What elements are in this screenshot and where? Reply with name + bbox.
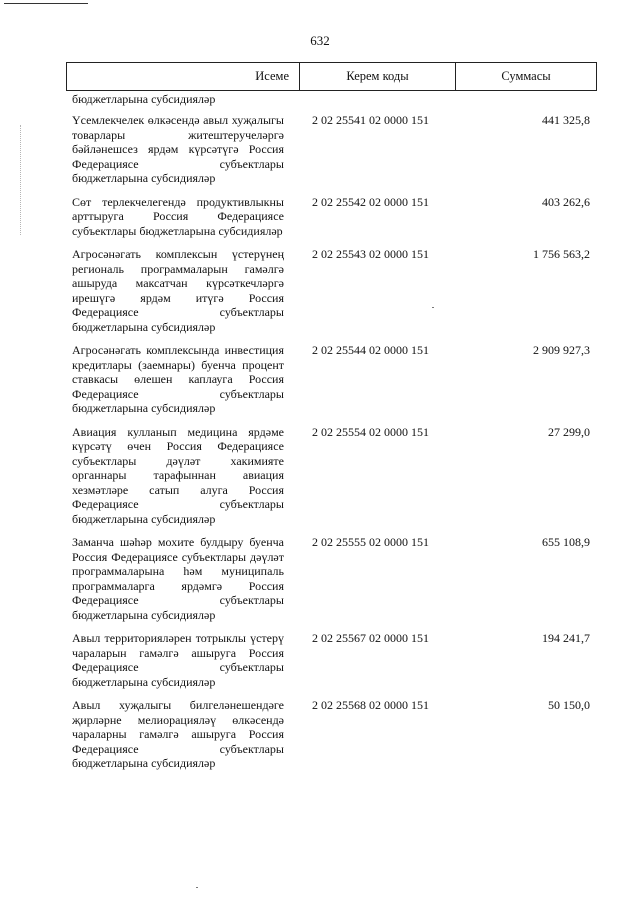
row-code: 2 02 25544 02 0000 151 xyxy=(312,343,429,357)
row-name: Авыл территорияләрен тотрыклы үстерү чараларын гамәлгә ашыруга Россия Федерациясе субъектлары бюджетларына субсидияләр xyxy=(72,631,284,689)
row-sum: 403 262,6 xyxy=(542,194,590,209)
page-number: 632 xyxy=(310,33,330,48)
table-row xyxy=(72,247,592,334)
row-sum: 441 325,8 xyxy=(542,113,590,127)
row-name: Агросәнәгать комплексын үстерүнең региональ программаларын гамәлгә ашыруда максатчан күрсәткечләргә ирешүгә ярдәм итүгә Россия Федерациясе субъектлары бюджетларына субсидияләр xyxy=(72,247,284,334)
row-name: Үсемлекчелек өлкәсендә авыл хуҗалыгы товарлары житештеручеләргә бәйләнешсез ярдәм күрсәтүгә Россия Федерациясе субъектлары бюджетларына субсидияләр xyxy=(72,113,284,185)
row-sum: 194 241,7 xyxy=(542,631,590,645)
table-row xyxy=(72,195,592,239)
row-code: 2 02 25543 02 0000 151 xyxy=(312,247,429,261)
continuation-text: бюджетларына субсидияләр xyxy=(72,92,216,106)
row-code: 2 02 25554 02 0000 151 xyxy=(312,424,429,439)
row-sum: 2 909 927,3 xyxy=(533,343,590,357)
table-row xyxy=(72,343,592,416)
row-name: Авыл хуҗалыгы билгеләнешендәге җирләрне мелиорацияләү өлкәсендә чараларны гамәлгә ашыруга Россия Федерациясе субъектлары бюджетларына субсидияләр xyxy=(72,698,284,770)
row-sum: 655 108,9 xyxy=(542,535,590,549)
scan-speck xyxy=(196,887,198,888)
header-sum: Суммасы xyxy=(455,63,596,90)
row-sum: 50 150,0 xyxy=(548,698,590,712)
row-name: Сөт терлекчелегендә продуктивлыкны арттыруга Россия Федерациясе субъектлары бюджетларына субсидияләр xyxy=(72,194,284,238)
table-row xyxy=(72,425,592,527)
row-code: 2 02 25541 02 0000 151 xyxy=(312,113,429,127)
row-name: Авиация кулланып медицина ярдәме күрсәтү өчен Россия Федерациясе субъектлары дәүләт хакимияте органнары тарафыннан авиация хезмәтләре сатып алуга Россия Федерациясе субъектлары бюджетларына субсидияләр xyxy=(72,424,284,526)
row-code: 2 02 25568 02 0000 151 xyxy=(312,698,429,712)
row-sum: 27 299,0 xyxy=(548,424,590,439)
table-body xyxy=(72,113,592,780)
table-row xyxy=(72,631,592,689)
row-name: Агросәнәгать комплексында инвестиция кредитлары (заемнары) буенча процент ставкасы өлешен каплауга Россия Федерациясе субъектлары бюджетларына субсидияләр xyxy=(72,343,284,415)
top-rule xyxy=(4,3,88,4)
table-row xyxy=(72,698,592,771)
table-row xyxy=(72,535,592,622)
row-code: 2 02 25567 02 0000 151 xyxy=(312,631,429,645)
margin-dots xyxy=(20,125,21,235)
row-name: Заманча шәһәр мохите булдыру буенча Россия Федерациясе субъектлары дәүләт программаларына һәм муниципаль программаларга ярдәмгә Россия Федерациясе субъектлары бюджетларына субсидияләр xyxy=(72,535,284,622)
table-header xyxy=(66,62,597,91)
header-code: Керем коды xyxy=(299,63,455,90)
row-code: 2 02 25555 02 0000 151 xyxy=(312,535,429,549)
row-sum: 1 756 563,2 xyxy=(533,247,590,261)
row-code: 2 02 25542 02 0000 151 xyxy=(312,194,429,209)
header-name: Исеме xyxy=(255,69,289,83)
table-row xyxy=(72,113,592,186)
